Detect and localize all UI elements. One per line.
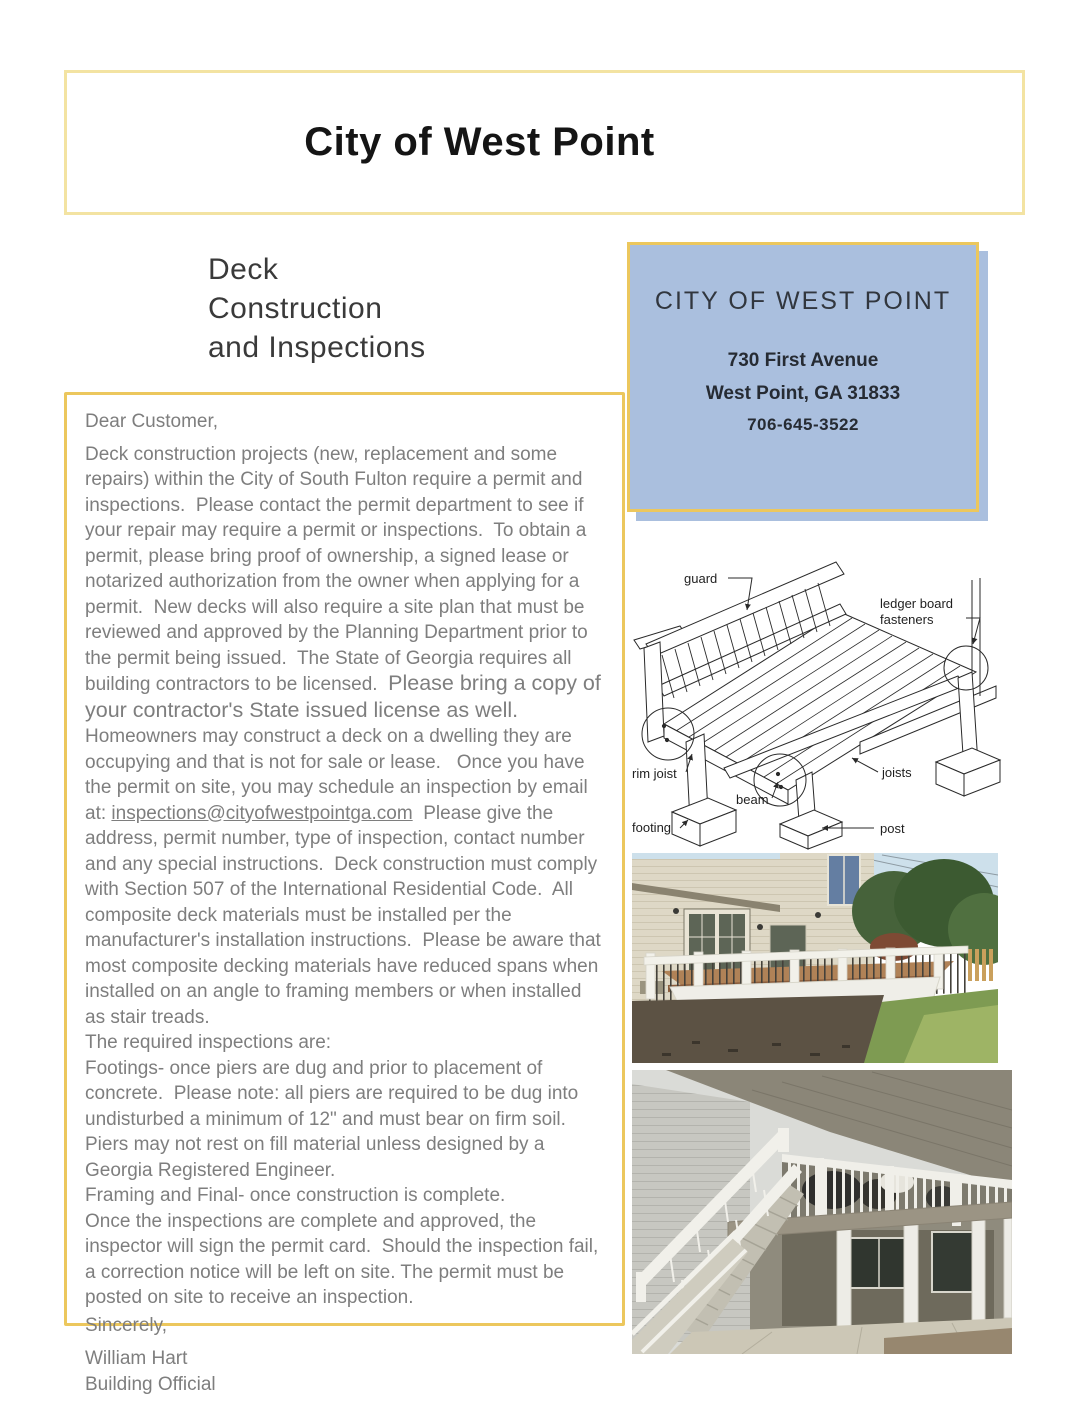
title-banner	[64, 70, 1025, 215]
letter-license-emphasis: Please bring a copy of your contractor's State issued license as well.	[85, 671, 607, 722]
diagram-label-post: post	[880, 821, 905, 836]
diagram-label-fasteners: fasteners	[880, 612, 934, 627]
contact-card-address-line2: West Point, GA 31833	[705, 383, 901, 404]
letter-paragraph-homeowners	[85, 724, 606, 1030]
letter-signature-name: William Hart	[85, 1348, 188, 1369]
contact-card-city-name: CITY OF WEST POINT	[654, 287, 952, 315]
diagram-label-guard: guard	[684, 571, 718, 586]
contact-card	[627, 242, 979, 512]
letter-sincerely: Sincerely,	[85, 1314, 168, 1336]
deck-photo-1-illustration	[632, 853, 998, 1063]
letter-framing-item: Framing and Final- once construction is complete.	[85, 1185, 506, 1206]
diagram-label-beam: beam	[736, 792, 769, 807]
diagram-label-rim-joist: rim joist	[632, 766, 677, 781]
photo-deck-elevated	[632, 1070, 1012, 1354]
letter-body	[64, 392, 625, 1395]
deck-construction-diagram	[628, 528, 1002, 850]
diagram-label-ledger-board: ledger board	[880, 596, 953, 611]
diagram-label-joists: joists	[882, 765, 912, 780]
subject-heading-line3: and Inspections	[208, 331, 426, 364]
contact-card-address-line1: 730 First Avenue	[727, 350, 879, 371]
deck-photo-2-illustration	[632, 1070, 1012, 1354]
letter-closing: Once the inspections are complete and approved, the inspector will sign the permit card. Should the inspection fail, a correction notice will be left on site. The permit must be posted on site to receive an inspection.	[85, 1210, 604, 1308]
subject-heading-line2: Construction	[208, 292, 383, 325]
photo-deck-ground-level	[632, 853, 998, 1063]
deck-diagram-drawing	[628, 528, 1002, 850]
letter-footings-item: Footings- once piers are dug and prior to placement of concrete. Please note: all piers are required to be dug into undisturbed a minimum of 12" and must bear on firm soil. Piers may not rest on fill material unless designed by a Georgia Registered Engineer.	[85, 1057, 584, 1181]
letter-inspections-intro: The required inspections are:	[85, 1032, 332, 1053]
letter-signature-title: Building Official	[85, 1373, 216, 1395]
letter-salutation: Dear Customer,	[85, 411, 219, 432]
letter-body2-post: Please give the address, permit number, type of inspection, contact number and any special instructions. Deck construction must comply with Section 507 of the International Residential Code. All composite deck materials must be installed per the manufacturer's installation instructions. Please be aware that most composite decking materials have reduced spans when installed on an angle to framing members or when installed as stair treads.	[85, 802, 607, 1028]
letter-body1-text: Deck construction projects (new, replacement and some repairs) within the City of South Fulton require a permit and inspections. Please contact the permit department to see if your repair may require a permit or inspections. To obtain a permit, please bring proof of ownership, a signed lease or notarized authorization from the owner when applying for a permit. New decks will also require a site plan that must be reviewed and approved by the Planning Department prior to the permit being issued. The State of Georgia requires all building contractors to be licensed.	[85, 443, 594, 695]
letter-paragraph-permits	[85, 442, 606, 725]
page-title: City of West Point	[304, 120, 655, 164]
inspections-email-link[interactable]: inspections@cityofwestpointga.com	[111, 802, 413, 824]
contact-card-phone: 706-645-3522	[747, 415, 859, 434]
diagram-label-footing: footing	[632, 820, 672, 835]
letter-body2-pre: Homeowners may construct a deck on a dwelling they are occupying and that is not for sale or lease. Once you have the permit on site, you may schedule an inspection by email at:	[85, 726, 593, 824]
subject-heading	[208, 250, 426, 367]
subject-heading-line1: Deck	[208, 253, 279, 286]
